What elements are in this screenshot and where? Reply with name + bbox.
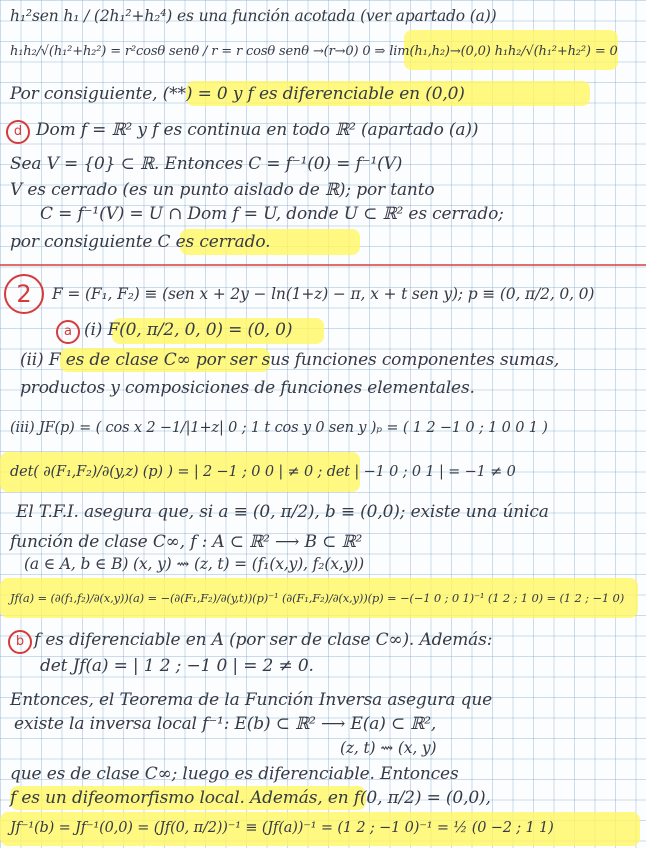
item-b-circle: b — [8, 630, 32, 654]
note-line-26: Jf⁻¹(b) = Jf⁻¹(0,0) = (Jf(0, π/2))⁻¹ ≡ (Jf(a))⁻¹ = (1 2 ; −1 0)⁻¹ = ½ (0 −2 ; 1 1) — [10, 820, 554, 836]
note-line-19: f es diferenciable en A (por ser de clase C∞). Además: — [34, 630, 493, 650]
note-line-09: F = (F₁, F₂) ≡ (sen x + 2y − ln(1+z) − π, x + t sen y); p ≡ (0, π/2, 0, 0) — [52, 285, 595, 303]
note-line-23: (z, t) ⇝ (x, y) — [340, 739, 437, 757]
note-line-14: det( ∂(F₁,F₂)/∂(y,z) (p) ) = | 2 −1 ; 0 0 | ≠ 0 ; det | −1 0 ; 0 1 | = −1 ≠ 0 — [10, 464, 516, 480]
section-number-circle: 2 — [4, 274, 44, 314]
note-line-16: función de clase C∞, f : A ⊂ ℝ² ⟶ B ⊂ ℝ² — [10, 532, 363, 552]
note-line-15: El T.F.I. asegura que, si a ≡ (0, π/2), b ≡ (0,0); existe una única — [16, 502, 549, 522]
note-line-02: h₁h₂/√(h₁²+h₂²) = r²cosθ senθ / r = r cosθ senθ →(r→0) 0 ⇒ lim(h₁,h₂)→(0,0) h₁h₂/√(h₁²+h₂²) = 0 — [10, 44, 618, 59]
note-line-01: h₁²sen h₁ / (2h₁²+h₂⁴) es una función acotada (ver apartado (a)) — [10, 7, 497, 25]
note-line-24: que es de clase C∞; luego es diferenciable. Entonces — [10, 764, 459, 784]
note-line-11: (ii) F es de clase C∞ por ser sus funciones componentes sumas, — [20, 350, 560, 370]
item-d-circle: d — [6, 120, 30, 144]
note-line-10: (i) F(0, π/2, 0, 0) = (0, 0) — [84, 320, 293, 340]
note-line-13: (iii) JF(p) = ( cos x 2 −1/|1+z| 0 ; 1 t cos y 0 sen y )ₚ = ( 1 2 −1 0 ; 1 0 0 1 ) — [10, 420, 548, 436]
note-line-08: por consiguiente C es cerrado. — [10, 232, 271, 252]
note-line-18: Jf(a) = (∂(f₁,f₂)/∂(x,y))(a) = −(∂(F₁,F₂)/∂(y,t))(p)⁻¹ (∂(F₁,F₂)/∂(x,y))(p) = −(−1 0 ; 0 1)⁻¹ (1 2 ; 1 0) = (1 2 ; −1 0) — [10, 591, 625, 605]
note-line-12: productos y composiciones de funciones elementales. — [20, 378, 475, 398]
note-line-06: V es cerrado (es un punto aislado de ℝ); por tanto — [10, 180, 435, 200]
note-line-07: C = f⁻¹(V) = U ∩ Dom f = U, donde U ⊂ ℝ² es cerrado; — [40, 204, 504, 224]
section-divider — [0, 264, 646, 266]
note-line-21: Entonces, el Teorema de la Función Inversa asegura que — [10, 690, 493, 710]
note-line-20: det Jf(a) = | 1 2 ; −1 0 | = 2 ≠ 0. — [40, 656, 314, 676]
note-line-04: Dom f = ℝ² y f es continua en todo ℝ² (apartado (a)) — [36, 120, 479, 140]
note-line-22: existe la inversa local f⁻¹: E(b) ⊂ ℝ² ⟶ E(a) ⊂ ℝ², — [14, 714, 437, 734]
note-line-03: Por consiguiente, (**) = 0 y f es diferenciable en (0,0) — [10, 84, 465, 104]
note-line-25: f es un difeomorfismo local. Además, en f(0, π/2) = (0,0), — [10, 788, 491, 808]
item-a-circle: a — [56, 320, 80, 344]
note-line-17: (a ∈ A, b ∈ B) (x, y) ⇝ (z, t) = (f₁(x,y), f₂(x,y)) — [24, 555, 364, 573]
note-line-05: Sea V = {0} ⊂ ℝ. Entonces C = f⁻¹(0) = f⁻¹(V) — [10, 154, 403, 174]
